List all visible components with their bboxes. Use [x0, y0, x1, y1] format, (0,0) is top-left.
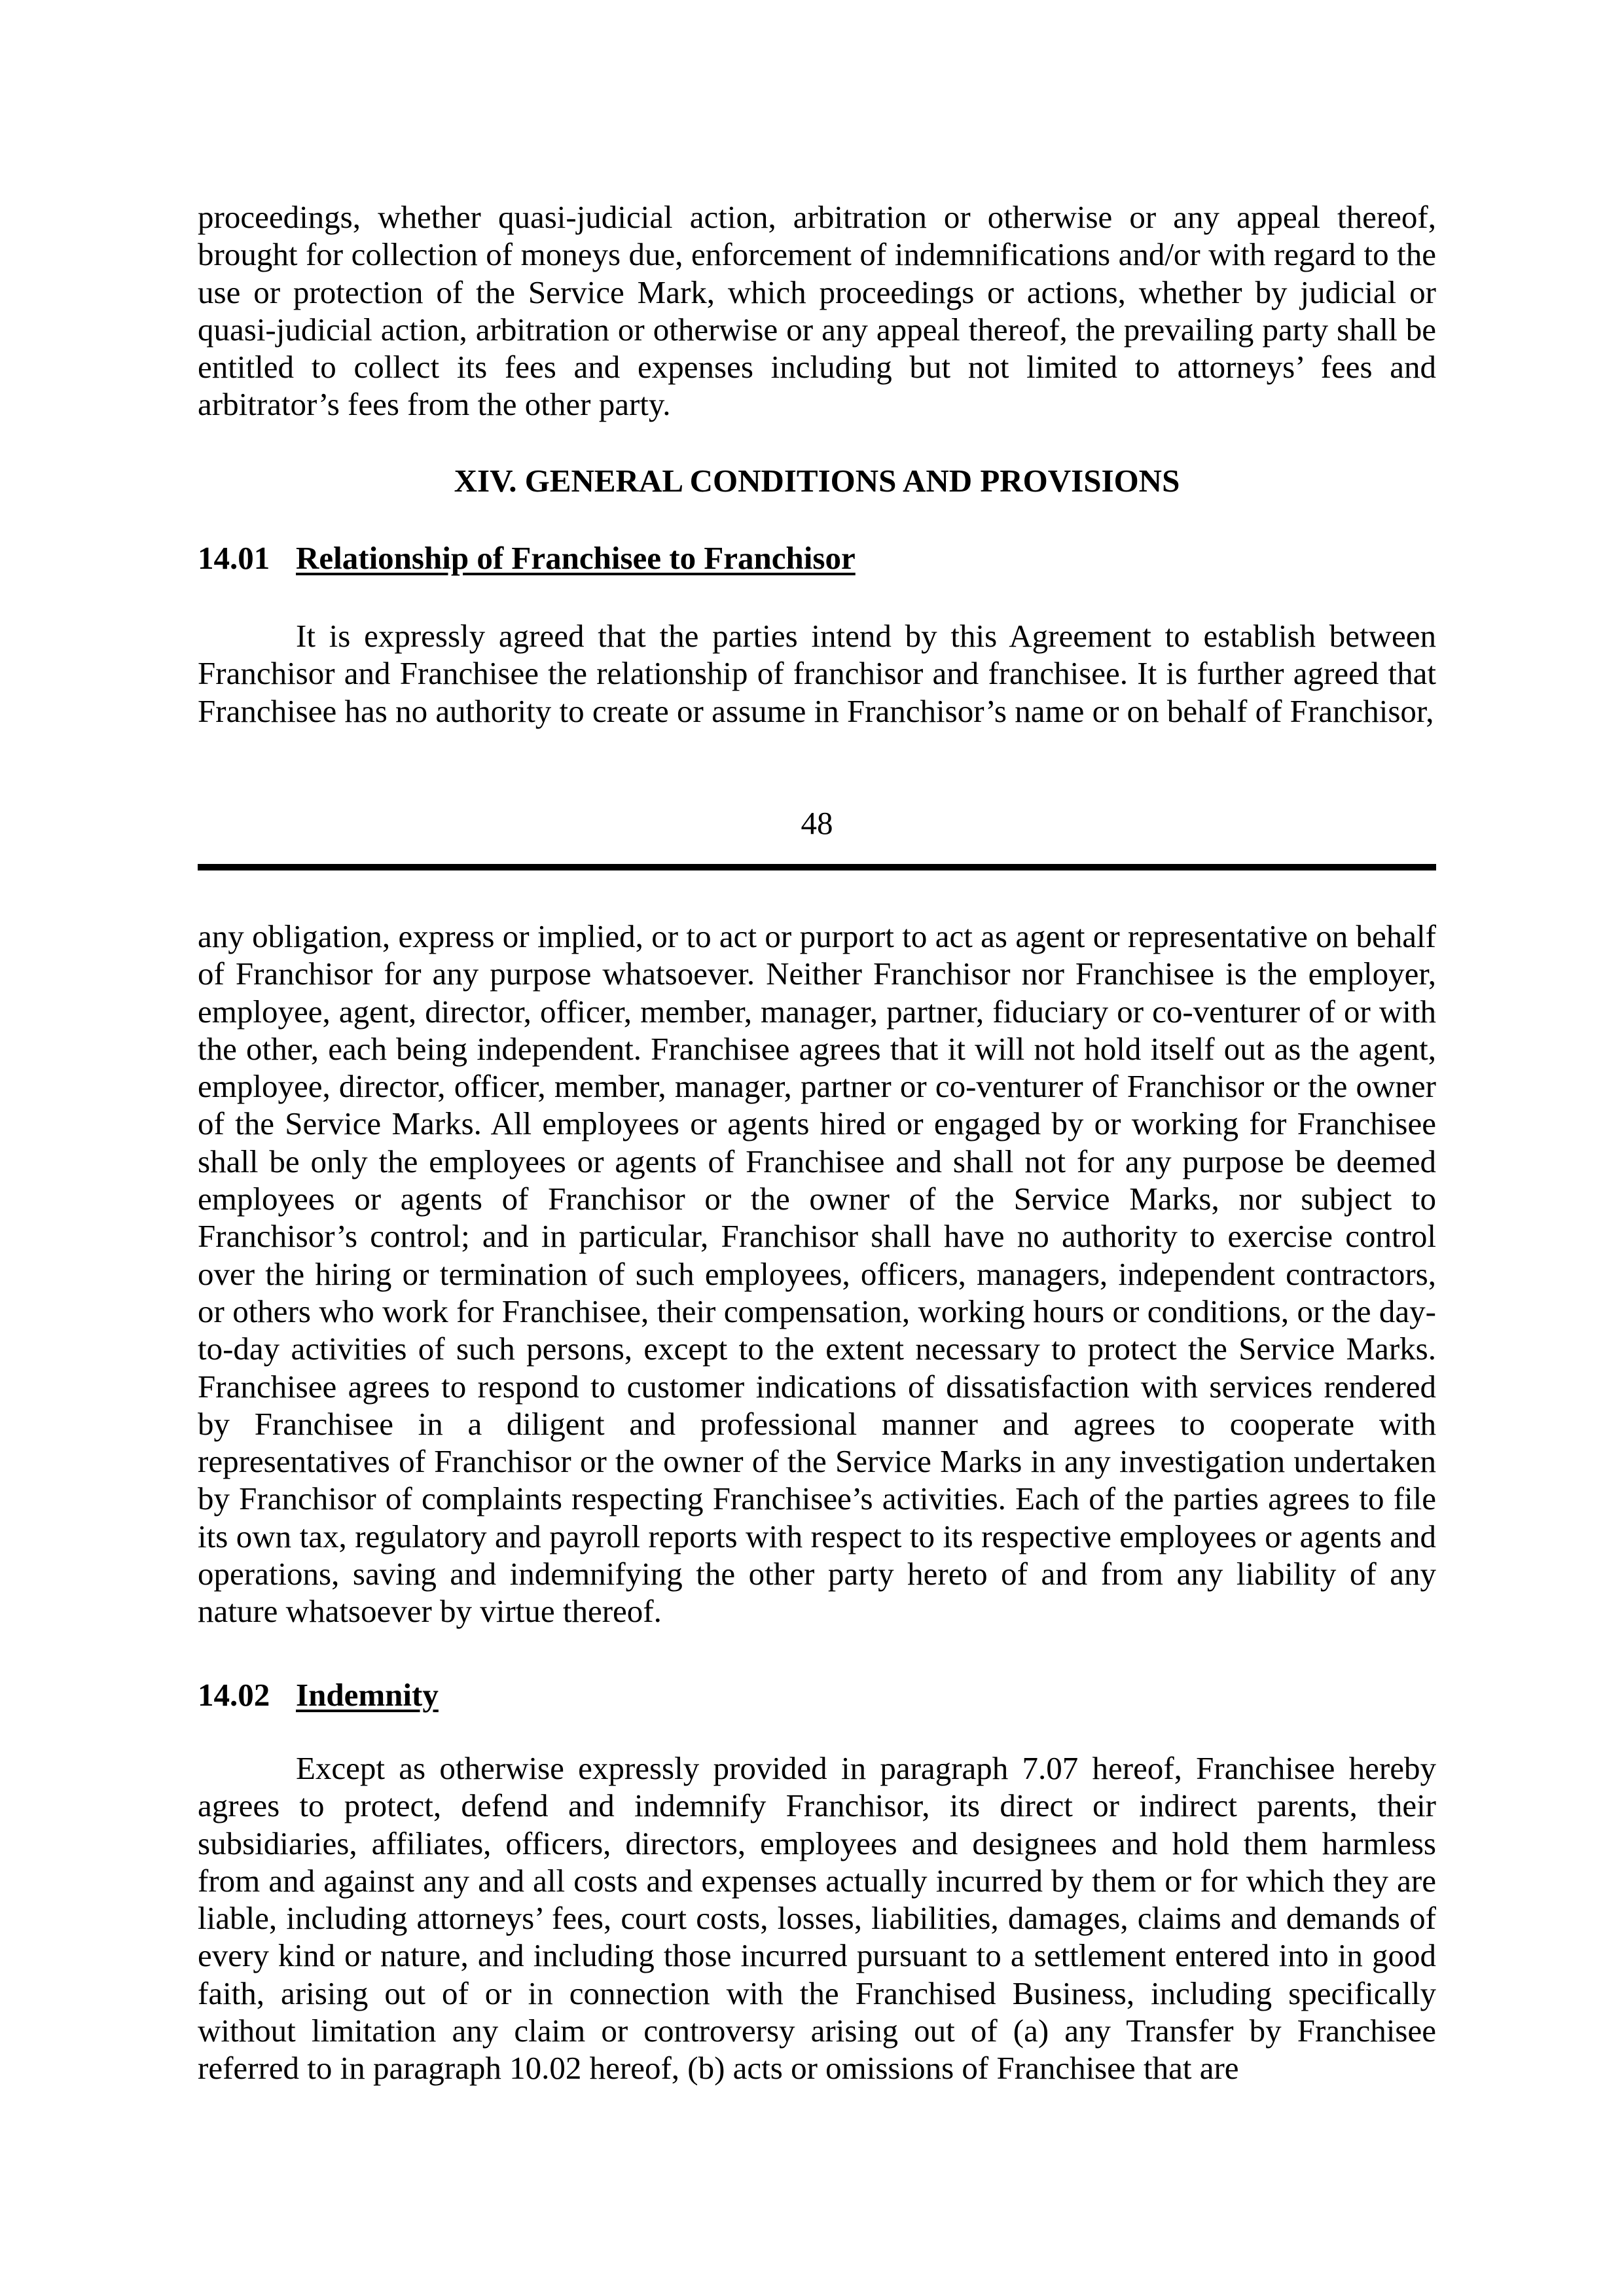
section-1402-title: Indemnity [296, 1677, 439, 1713]
article-heading: XIV. GENERAL CONDITIONS AND PROVISIONS [454, 463, 1180, 499]
section-1402-paragraph: Except as otherwise expressly provided in paragraph 7.07 hereof, Franchisee hereby agrees to protect, defend and indemnify Franchisor, its direct or indirect parents, their subsidiaries, affiliates, officers, directors, employees and designees and hold them harmless from and against any and all costs and expenses actually incurred by them or for which they are liable, including attorneys’ fees, court costs, losses, liabilities, damages, claims and demands of every kind or nature, and including those incurred pursuant to a settlement entered into in good faith, arising out of or in connection with the Franchised Business, including specifically without limitation any claim or controversy arising out of (a) any Transfer by Franchisee referred to in paragraph 10.02 hereof, (b) acts or omissions of Franchisee that are [198, 1750, 1436, 2087]
page-number: 48 [801, 805, 833, 841]
section-1401-heading [198, 539, 856, 578]
section-1401-number: 14.01 [198, 540, 270, 576]
section-1402-number: 14.02 [198, 1677, 270, 1713]
top-paragraph: proceedings, whether quasi-judicial action, arbitration or otherwise or any appeal thereof, brought for collection of moneys due, enforcement of indemnifications and/or with regard to the use or protection of the Service Mark, which proceedings or actions, whether by judicial or quasi-judicial action, arbitration or otherwise or any appeal thereof, the prevailing party shall be entitled to collect its fees and expenses including but not limited to attorneys’ fees and arbitrator’s fees from the other party. [198, 199, 1436, 423]
section-1401-title: Relationship of Franchisee to Franchisor [296, 540, 856, 576]
page-break-rule [198, 864, 1436, 870]
continuation-paragraph: any obligation, express or implied, or to act or purport to act as agent or representative on behalf of Franchisor for any purpose whatsoever. Neither Franchisor nor Franchisee is the employer, employee, agent, director, officer, member, manager, partner, fiduciary or co-venturer of or with the other, each being independent. Franchisee agrees that it will not hold itself out as the agent, employee, director, officer, member, manager, partner or co-venturer of Franchisor or the owner of the Service Marks. All employees or agents hired or engaged by or working for Franchisee shall be only the employees or agents of Franchisee and shall not for any purpose be deemed employees or agents of Franchisor or the owner of the Service Marks, nor subject to Franchisor’s control; and in particular, Franchisor shall have no authority to exercise control over the hiring or termination of such employees, officers, managers, independent contractors, or others who work for Franchisee, their compensation, working hours or conditions, or the day-to-day activities of such persons, except to the extent necessary to protect the Service Marks. Franchisee agrees to respond to customer indications of dissatisfaction with services rendered by Franchisee in a diligent and professional manner and agrees to cooperate with representatives of Franchisor or the owner of the Service Marks in any investigation undertaken by Franchisor of complaints respecting Franchisee’s activities. Each of the parties agrees to file its own tax, regulatory and payroll reports with respect to its respective employees or agents and operations, saving and indemnifying the other party hereto of and from any liability of any nature whatsoever by virtue thereof. [198, 918, 1436, 1630]
section-1401-paragraph: It is expressly agreed that the parties intend by this Agreement to establish between Franchisor and Franchisee the relationship of franchisor and franchisee. It is further agreed that Franchisee has no authority to create or assume in Franchisor’s name or on behalf of Franchisor, [198, 618, 1436, 729]
section-1402-heading [198, 1676, 439, 1715]
